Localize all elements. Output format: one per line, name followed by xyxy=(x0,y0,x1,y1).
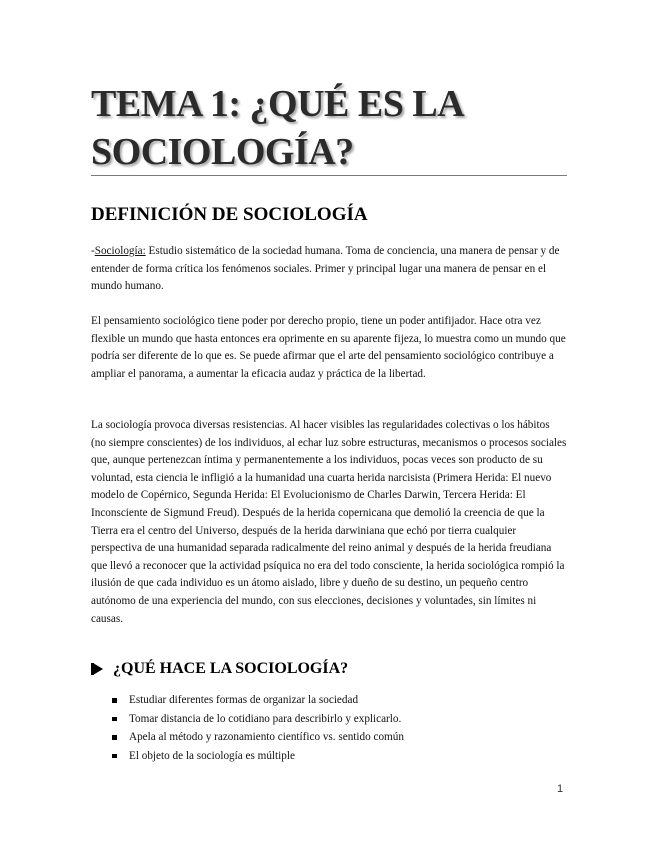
paragraph-resistencias: La sociología provoca diversas resistencias. Al hacer visibles las regularidades colectivas o los hábitos (no siempre conscientes) de los individuos, al echar luz sobre estructuras, mecanismos o procesos sociales que, aunque pertenezcan íntima y permanentemente a los individuos, pocas veces son producto de su voluntad, esta ciencia le infligió a la humanidad una cuarta herida narcisista (Primera Herida: El nuevo modelo de Copérnico, Segunda Herida: El Evolucionismo de Charles Darwin, Tercera Herida: El Inconsciente de Sigmund Freud). Después de la herida copernicana que demolió la creencia de que la Tierra era el centro del Universo, después de la herida darwiniana que echó por tierra cualquier perspectiva de una humanidad separada radicalmente del reino animal y después de la herida freudiana que llevó a reconocer que la actividad psíquica no era del todo consciente, la herida sociológica rompió la ilusión de que cada individuo es un átomo aislado, libre y dueño de su destino, un pequeño centro autónomo de una experiencia del mundo, con sus elecciones, decisiones y voluntades, sin límites ni causas. xyxy=(91,419,567,625)
definition-text: Estudio sistemático de la sociedad humana. Toma de conciencia, una manera de pensar y de entender de forma crítica los fenómenos sociales. Primer y principal lugar una manera de pensar en el mundo humano. xyxy=(91,245,560,293)
title-divider xyxy=(91,175,567,176)
square-bullet-icon xyxy=(112,717,117,722)
subheading-text: ¿QUÉ HACE LA SOCIOLOGÍA? xyxy=(113,660,349,677)
definition-term: Sociología: xyxy=(94,245,146,257)
title-line-2: SOCIOLOGÍA? xyxy=(91,131,354,173)
list-item xyxy=(110,747,550,766)
square-bullet-icon xyxy=(112,735,117,740)
list-item xyxy=(110,691,550,710)
title-line-1: TEMA 1: ¿QUÉ ES LA xyxy=(91,83,465,125)
page-title xyxy=(91,80,571,176)
bullet-list xyxy=(110,691,550,765)
section-heading: DEFINICIÓN DE SOCIOLOGÍA xyxy=(91,204,368,225)
list-item-text: Estudiar diferentes formas de organizar la sociedad xyxy=(129,694,359,706)
list-item xyxy=(110,710,550,729)
list-item-text: El objeto de la sociología es múltiple xyxy=(129,749,295,762)
paragraph-pensamiento: El pensamiento sociológico tiene poder por derecho propio, tiene un poder antifijador. Hace otra vez flexible un mundo que hasta entonces era oprimente en su aparente fijeza, lo muestra como un mundo que podría ser diferente de lo que es. Se puede afirmar que el arte del pensamiento sociológico contribuye a ampliar el panorama, a aumentar la eficacia audaz y práctica de la libertad. xyxy=(91,315,566,380)
square-bullet-icon xyxy=(112,698,117,703)
arrow-bullet-icon xyxy=(91,663,113,675)
definition-paragraph xyxy=(91,243,567,296)
square-bullet-icon xyxy=(112,754,117,759)
definition-prefix: - xyxy=(91,245,95,257)
page-number: 1 xyxy=(557,783,564,795)
list-item xyxy=(110,728,550,747)
list-item-text: Apela al método y razonamiento científico vs. sentido común xyxy=(129,731,404,743)
subheading xyxy=(91,660,348,678)
list-item-text: Tomar distancia de lo cotidiano para describirlo y explicarlo. xyxy=(129,712,402,725)
